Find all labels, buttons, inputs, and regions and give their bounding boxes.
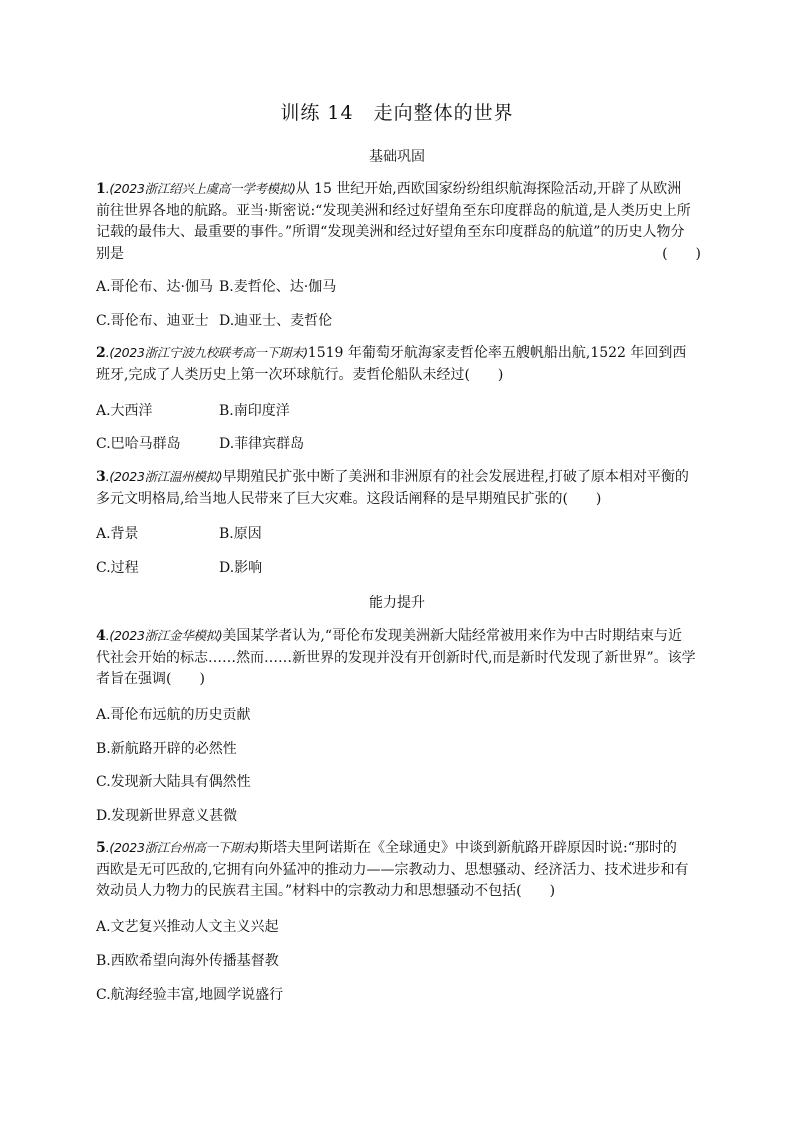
option-c: C.过程: [96, 560, 139, 576]
question-5: [96, 837, 701, 903]
question-5-line-1: [96, 837, 701, 860]
question-source: .(2023浙江温州模拟): [105, 469, 223, 484]
question-4-line-2: 代社会开始的标志……然而……新世界的发现并没有开创新时代,而是新时代发现了新世界”。该学: [96, 649, 696, 666]
question-text: 早期殖民扩张中断了美洲和非洲原有的社会发展进程,打破了原本相对平衡的: [222, 469, 689, 485]
question-3: [96, 466, 701, 510]
option-b: B.新航路开辟的必然性: [96, 741, 237, 757]
question-text: 美国某学者认为,“哥伦布发现美洲新大陆经常被用来作为中古时期结束与近: [222, 628, 682, 644]
question-source: .(2023浙江宁波九校联考高一下期末): [105, 345, 308, 360]
question-4: [96, 625, 701, 691]
question-3-line-1: [96, 466, 701, 489]
option-b: B.麦哲伦、达·伽马: [219, 279, 337, 295]
question-1: [96, 178, 701, 265]
page-title: 训练 14 走向整体的世界: [280, 102, 514, 124]
question-2-line-1: [96, 342, 701, 365]
question-number: 1: [96, 181, 106, 197]
question-text: 1519 年葡萄牙航海家麦哲伦率五艘帆船出航,1522 年回到西: [307, 345, 687, 361]
question-5-line-3: 效动员人力物力的民族君主国。”材料中的宗教动力和思想骚动不包括( ): [96, 883, 556, 899]
question-1-line-4: [96, 244, 701, 266]
option-a: A.哥伦布、达·伽马: [96, 279, 214, 295]
question-text: 斯塔夫里阿诺斯在《全球通史》中谈到新航路开辟原因时说:“那时的: [259, 840, 677, 856]
option-c: C.哥伦布、迪亚士: [96, 313, 209, 329]
option-a: A.文艺复兴推动人文主义兴起: [96, 919, 279, 935]
option-a: A.大西洋: [96, 403, 153, 419]
option-c: C.发现新大陆具有偶然性: [96, 774, 251, 790]
option-c: C.航海经验丰富,地圆学说盛行: [96, 987, 284, 1003]
section-heading-advanced: 能力提升: [369, 595, 425, 611]
section-heading-basic: 基础巩固: [369, 149, 425, 165]
question-1-line-3: 记载的最伟大、最重要的事件。”所谓“发现美洲和经过好望角至东印度群岛的航道”的历史人物分: [96, 224, 685, 240]
question-3-line-2: 多元文明格局,给当地人民带来了巨大灾难。这段话阐释的是早期殖民扩张的( ): [96, 490, 602, 507]
option-c: C.巴哈马群岛: [96, 436, 181, 452]
option-b: B.南印度洋: [219, 403, 290, 419]
question-1-line-2: 前往世界各地的航路。亚当·斯密说:“发现美洲和经过好望角至东印度群岛的航道,是人类历史上所: [96, 202, 691, 219]
option-d: D.迪亚士、麦哲伦: [219, 313, 333, 329]
question-5-line-2: 西欧是无可匹敌的,它拥有向外猛冲的推动力——宗教动力、思想骚动、经济活力、技术进步和有: [96, 861, 689, 878]
question-number: 5: [96, 840, 106, 856]
question-text: 从 15 世纪开始,西欧国家纷纷组织航海探险活动,开辟了从欧洲: [295, 181, 682, 197]
question-2-line-2: 班牙,完成了人类历史上第一次环球航行。麦哲伦船队未经过( ): [96, 366, 504, 383]
option-b: B.西欧希望向海外传播基督教: [96, 953, 279, 969]
question-source: .(2023浙江台州高一下期末): [105, 840, 259, 855]
option-a: A.背景: [96, 526, 139, 542]
answer-parentheses: ( ): [662, 245, 701, 262]
option-d: D.发现新世界意义甚微: [96, 808, 238, 824]
question-source: .(2023浙江金华模拟): [105, 628, 223, 643]
question-4-line-3: 者旨在强调( ): [96, 671, 205, 687]
option-b: B.原因: [219, 526, 262, 542]
question-number: 4: [96, 628, 106, 644]
question-2: [96, 342, 701, 386]
option-d: D.菲律宾群岛: [219, 436, 305, 452]
question-source: .(2023浙江绍兴上虞高一学考模拟): [105, 181, 296, 196]
question-1-line-1: [96, 178, 701, 201]
question-number: 3: [96, 469, 106, 485]
question-text: 别是: [96, 245, 124, 262]
question-4-line-1: [96, 625, 701, 648]
option-a: A.哥伦布远航的历史贡献: [96, 707, 251, 723]
question-number: 2: [96, 345, 106, 361]
option-d: D.影响: [219, 560, 263, 576]
